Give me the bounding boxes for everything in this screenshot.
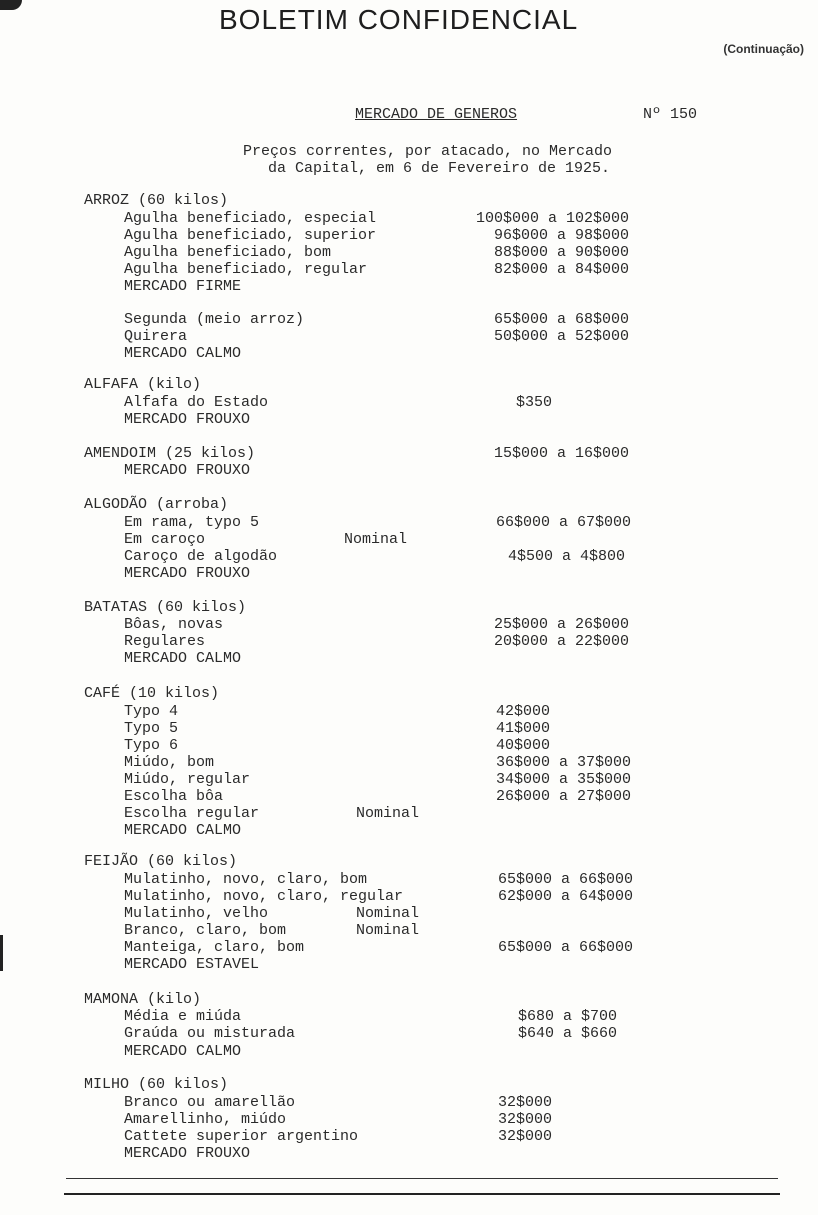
item-label: Amarellinho, miúdo	[124, 1111, 287, 1128]
item-price: 65$000 a 68$000	[494, 311, 630, 328]
item-label: Caroço de algodão	[124, 548, 278, 565]
intro-line-2: da Capital, em 6 de Fevereiro de 1925.	[268, 160, 611, 177]
item-price: 65$000 a 66$000	[498, 939, 634, 956]
item-label: Agulha beneficiado, especial	[124, 210, 377, 227]
item-label: Segunda (meio arroz)	[124, 311, 305, 328]
item-price: 42$000	[496, 703, 551, 720]
item-label: Graúda ou misturada	[124, 1025, 296, 1042]
item-price: 25$000 a 26$000	[494, 616, 630, 633]
item-label: Em rama, typo 5	[124, 514, 260, 531]
item-label: Mulatinho, novo, claro, bom	[124, 871, 368, 888]
item-price: $350	[516, 394, 553, 411]
item-label: Bôas, novas	[124, 616, 224, 633]
item-price: 4$500 a 4$800	[508, 548, 626, 565]
item-price: 26$000 a 27$000	[496, 788, 632, 805]
item-label: Escolha regular	[124, 805, 260, 822]
item-label: Branco ou amarellão	[124, 1094, 296, 1111]
nominal-note: Nominal	[356, 905, 420, 922]
item-label: Agulha beneficiado, regular	[124, 261, 368, 278]
item-label: Alfafa do Estado	[124, 394, 269, 411]
section-heading: ARROZ (60 kilos)	[84, 192, 229, 209]
issue-number: Nº 150	[643, 106, 698, 123]
nominal-note: Nominal	[344, 531, 408, 548]
item-price: 32$000	[498, 1094, 553, 1111]
section-heading: ALGODÃO (arroba)	[84, 496, 229, 513]
intro-line-1: Preços correntes, por atacado, no Mercado	[243, 143, 613, 160]
item-price: 15$000 a 16$000	[494, 445, 630, 462]
item-label: Branco, claro, bom	[124, 922, 287, 939]
item-label: Typo 5	[124, 720, 179, 737]
item-price: $640 a $660	[518, 1025, 618, 1042]
item-label: Typo 4	[124, 703, 179, 720]
item-price: 82$000 a 84$000	[494, 261, 630, 278]
item-label: Miúdo, bom	[124, 754, 215, 771]
item-label: Cattete superior argentino	[124, 1128, 359, 1145]
footer-rule	[66, 1178, 778, 1179]
nominal-note: Nominal	[356, 805, 420, 822]
item-label: Agulha beneficiado, bom	[124, 244, 332, 261]
item-label: Mulatinho, novo, claro, regular	[124, 888, 404, 905]
section-heading: MAMONA (kilo)	[84, 991, 202, 1008]
item-price: 62$000 a 64$000	[498, 888, 634, 905]
section-heading: MILHO (60 kilos)	[84, 1076, 229, 1093]
item-price: 88$000 a 90$000	[494, 244, 630, 261]
market-status: MERCADO CALMO	[124, 650, 242, 667]
scan-mark	[0, 0, 22, 10]
market-status: MERCADO FROUXO	[124, 462, 251, 479]
market-status: MERCADO ESTAVEL	[124, 956, 260, 973]
section-heading: ALFAFA (kilo)	[84, 376, 202, 393]
item-price: 32$000	[498, 1111, 553, 1128]
market-status: MERCADO FROUXO	[124, 1145, 251, 1162]
item-price: 100$000 a 102$000	[476, 210, 630, 227]
item-price: 34$000 a 35$000	[496, 771, 632, 788]
item-price: 96$000 a 98$000	[494, 227, 630, 244]
continuation-note: (Continuação)	[723, 42, 804, 56]
item-price: 65$000 a 66$000	[498, 871, 634, 888]
item-price: 50$000 a 52$000	[494, 328, 630, 345]
market-status: MERCADO FROUXO	[124, 411, 251, 428]
item-price: $680 a $700	[518, 1008, 618, 1025]
market-status: MERCADO CALMO	[124, 822, 242, 839]
market-status: MERCADO CALMO	[124, 1043, 242, 1060]
item-label: Manteiga, claro, bom	[124, 939, 305, 956]
item-label: Agulha beneficiado, superior	[124, 227, 377, 244]
nominal-note: Nominal	[356, 922, 420, 939]
scan-mark	[0, 935, 3, 971]
item-label: Escolha bôa	[124, 788, 224, 805]
market-status: MERCADO FROUXO	[124, 565, 251, 582]
market-status: MERCADO CALMO	[124, 345, 242, 362]
item-label: Mulatinho, velho	[124, 905, 269, 922]
section-heading: FEIJÃO (60 kilos)	[84, 853, 238, 870]
item-price: 20$000 a 22$000	[494, 633, 630, 650]
footer-rule	[64, 1193, 780, 1195]
item-label: Typo 6	[124, 737, 179, 754]
item-label: Quirera	[124, 328, 188, 345]
market-status: MERCADO FIRME	[124, 278, 242, 295]
section-heading: BATATAS (60 kilos)	[84, 599, 247, 616]
item-label: Regulares	[124, 633, 206, 650]
item-price: 66$000 a 67$000	[496, 514, 632, 531]
section-heading: AMENDOIM (25 kilos)	[84, 445, 256, 462]
item-price: 36$000 a 37$000	[496, 754, 632, 771]
item-price: 32$000	[498, 1128, 553, 1145]
section-heading: CAFÉ (10 kilos)	[84, 685, 220, 702]
item-label: Miúdo, regular	[124, 771, 251, 788]
bulletin-title: BOLETIM CONFIDENCIAL	[219, 4, 579, 35]
item-price: 41$000	[496, 720, 551, 737]
market-title: MERCADO DE GENEROS	[355, 106, 518, 123]
item-label: Em caroço	[124, 531, 206, 548]
item-price: 40$000	[496, 737, 551, 754]
item-label: Média e miúda	[124, 1008, 242, 1025]
